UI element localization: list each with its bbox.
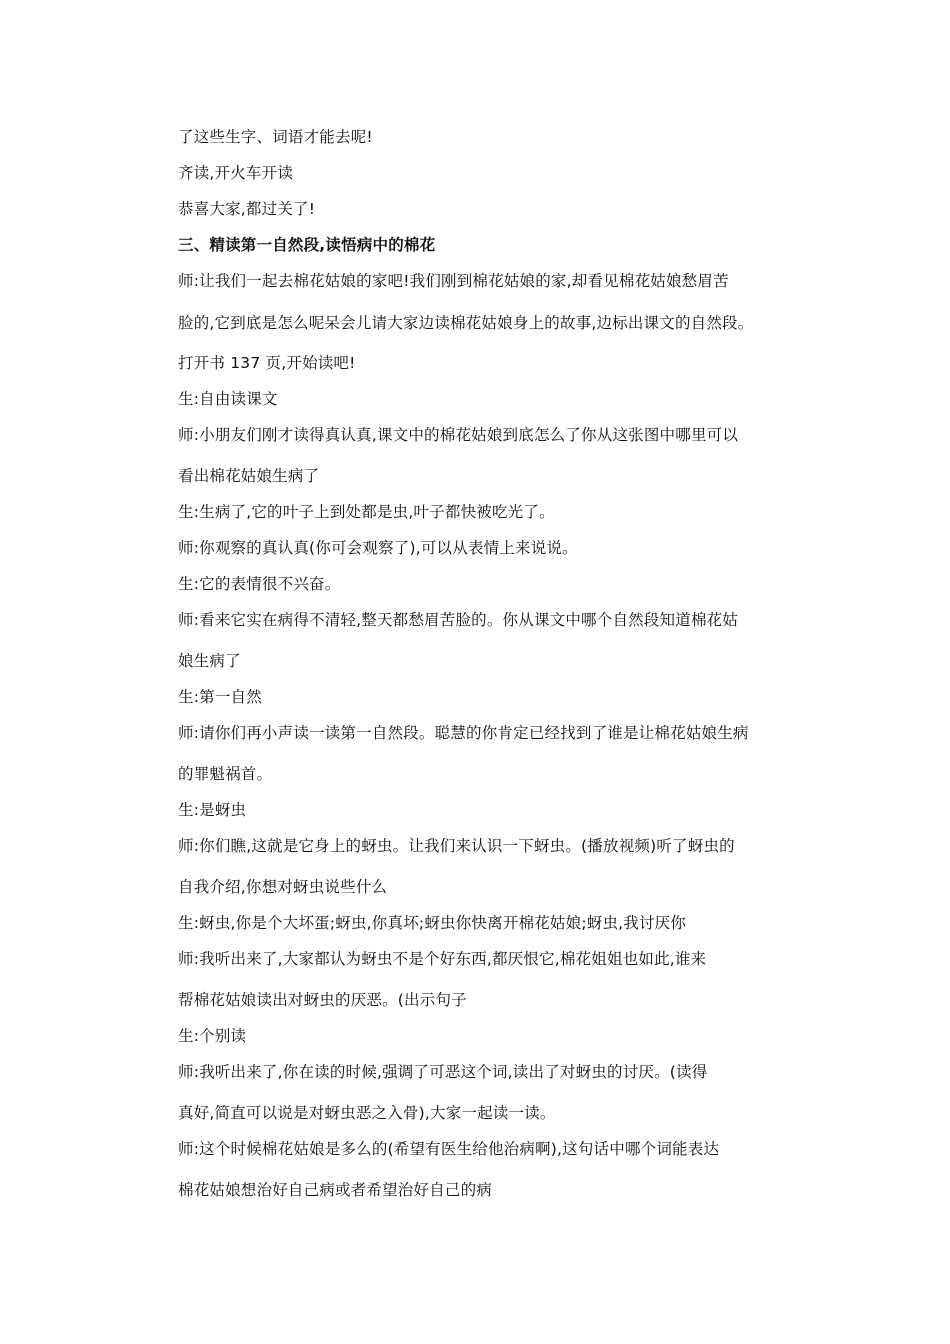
text-line: 自我介绍,你想对蚜虫说些什么 <box>178 878 388 896</box>
text-line: 的罪魁祸首。 <box>178 765 273 783</box>
text-line: 生:蚜虫,你是个大坏蛋;蚜虫,你真坏;蚜虫你快离开棉花姑娘;蚜虫,我讨厌你 <box>178 914 687 932</box>
text-line: 生:生病了,它的叶子上到处都是虫,叶子都快被吃光了。 <box>178 503 555 521</box>
text-line: 师:这个时候棉花姑娘是多么的(希望有医生给他治病啊),这句话中哪个词能表达 <box>178 1140 720 1158</box>
text-line: 生:第一自然 <box>178 688 262 706</box>
text-line: 生:它的表情很不兴奋。 <box>178 575 341 593</box>
text-line: 脸的,它到底是怎么呢呆会儿请大家边读棉花姑娘身上的故事,边标出课文的自然段。 <box>178 314 754 332</box>
text-line: 师:我听出来了,大家都认为蚜虫不是个好东西,都厌恨它,棉花姐姐也如此,谁来 <box>178 950 707 968</box>
section-heading: 三、精读第一自然段,读悟病中的棉花 <box>178 236 436 254</box>
text-line: 齐读,开火车开读 <box>178 164 294 182</box>
text-line: 师:让我们一起去棉花姑娘的家吧!我们刚到棉花姑娘的家,却看见棉花姑娘愁眉苦 <box>178 272 729 290</box>
text-line: 师:你观察的真认真(你可会观察了),可以从表情上来说说。 <box>178 539 578 557</box>
text-line: 师:看来它实在病得不清轻,整天都愁眉苦脸的。你从课文中哪个自然段知道棉花姑 <box>178 611 739 629</box>
text-line: 棉花姑娘想治好自己病或者希望治好自己的病 <box>178 1181 493 1199</box>
text-line: 生:是蚜虫 <box>178 801 247 819</box>
text-line: 娘生病了 <box>178 652 241 670</box>
text-line: 真好,简直可以说是对蚜虫恶之入骨),大家一起读一读。 <box>178 1104 556 1122</box>
text-line: 师:我听出来了,你在读的时候,强调了可恶这个词,读出了对蚜虫的讨厌。(读得 <box>178 1063 708 1081</box>
text-line: 师:你们瞧,这就是它身上的蚜虫。让我们来认识一下蚜虫。(播放视频)听了蚜虫的 <box>178 837 735 855</box>
text-line: 看出棉花姑娘生病了 <box>178 467 320 485</box>
text-line: 师:请你们再小声读一读第一自然段。聪慧的你肯定已经找到了谁是让棉花姑娘生病 <box>178 724 749 742</box>
text-line: 了这些生字、词语才能去呢! <box>178 128 373 146</box>
text-line: 生:自由读课文 <box>178 390 278 408</box>
text-line: 打开书 137 页,开始读吧! <box>178 354 356 372</box>
text-line: 生:个别读 <box>178 1027 247 1045</box>
text-line: 帮棉花姑娘读出对蚜虫的厌恶。(出示句子 <box>178 991 467 1009</box>
text-line: 师:小朋友们刚才读得真认真,课文中的棉花姑娘到底怎么了你从这张图中哪里可以 <box>178 426 739 444</box>
text-line: 恭喜大家,都过关了! <box>178 200 316 218</box>
